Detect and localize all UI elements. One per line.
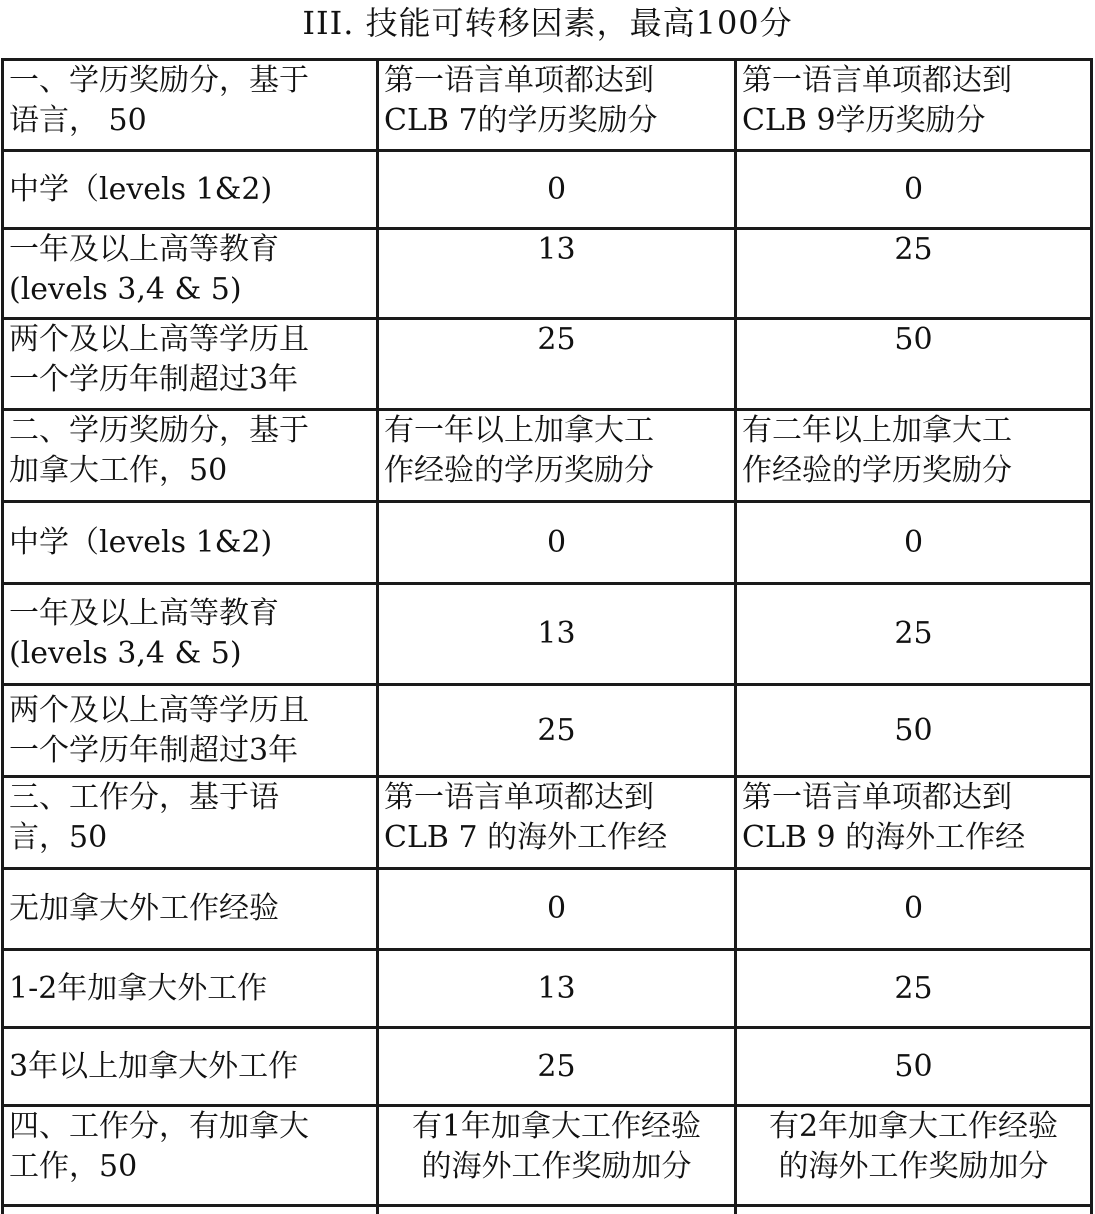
section-2-col3-header-line-1: 有二年以上加拿大工 (742, 413, 1012, 448)
table-row-cutoff (3, 1206, 1092, 1214)
row-label-line-2: 一个学历年制超过3年 (9, 362, 299, 397)
row-label: 3年以上加拿大外工作 (3, 1028, 378, 1106)
section-2-title-line-2: 加拿大工作，50 (9, 453, 228, 488)
row-label (3, 584, 378, 685)
row-label-line-2: (levels 3,4 & 5) (9, 636, 242, 671)
section-3-col2-header (378, 777, 736, 869)
section-3-col3-header-line-1: 第一语言单项都达到 (742, 780, 1012, 815)
row-value-col3: 25 (736, 584, 1092, 685)
table-row (3, 869, 1092, 950)
section-2-col3-header (736, 410, 1092, 502)
section-3-col2-header-line-2: CLB 7 的海外工作经 (384, 820, 668, 855)
section-2-title (3, 410, 378, 502)
section-2-col3-header-line-2: 作经验的学历奖励分 (742, 453, 1012, 488)
row-value-col2: 25 (378, 319, 736, 410)
section-4-col2-header-line-1: 有1年加拿大工作经验 (411, 1109, 702, 1144)
section-1-title-line-1: 一、学历奖励分，基于 (9, 63, 309, 98)
section-1-col2-header-line-1: 第一语言单项都达到 (384, 63, 654, 98)
row-value-col3: 25 (736, 229, 1092, 319)
section-header-row (3, 777, 1092, 869)
section-header-row (3, 1106, 1092, 1206)
row-label-line-1: 一年及以上高等教育 (9, 232, 279, 267)
section-3-col2-header-line-1: 第一语言单项都达到 (384, 780, 654, 815)
row-value-col3: 50 (736, 1028, 1092, 1106)
row-value-col2: 13 (378, 229, 736, 319)
section-4-title-line-1: 四、工作分，有加拿大 (9, 1109, 309, 1144)
section-header-row (3, 410, 1092, 502)
row-value-col3: 0 (736, 151, 1092, 229)
section-4-col2-header-line-2: 的海外工作奖励加分 (421, 1149, 692, 1184)
section-3-title-line-2: 言，50 (9, 820, 108, 855)
cutoff-cell (736, 1206, 1092, 1214)
section-1-col2-header (378, 60, 736, 151)
table-row (3, 151, 1092, 229)
section-1-col3-header-line-1: 第一语言单项都达到 (742, 63, 1012, 98)
row-value-col2: 13 (378, 950, 736, 1028)
section-1-col2-header-line-2: CLB 7的学历奖励分 (384, 103, 658, 138)
row-label-line-1: 两个及以上高等学历且 (9, 322, 309, 357)
section-3-col3-header (736, 777, 1092, 869)
row-value-col2: 25 (378, 685, 736, 777)
row-label-line-2: (levels 3,4 & 5) (9, 272, 242, 307)
row-label (3, 229, 378, 319)
section-1-col3-header-line-2: CLB 9学历奖励分 (742, 103, 986, 138)
table-row (3, 950, 1092, 1028)
section-2-col2-header-line-1: 有一年以上加拿大工 (384, 413, 654, 448)
table-row (3, 1028, 1092, 1106)
row-label: 中学（levels 1&2) (3, 151, 378, 229)
section-1-col3-header (736, 60, 1092, 151)
table-row (3, 319, 1092, 410)
section-4-title (3, 1106, 378, 1206)
section-4-col3-header-line-2: 的海外工作奖励加分 (778, 1149, 1049, 1184)
row-value-col3: 25 (736, 950, 1092, 1028)
section-2-title-line-1: 二、学历奖励分，基于 (9, 413, 309, 448)
row-value-col3: 0 (736, 502, 1092, 584)
section-1-title-line-2: 语言， 50 (9, 103, 147, 138)
section-header-row (3, 60, 1092, 151)
document-title: III. 技能可转移因素，最高100分 (302, 4, 793, 42)
section-3-col3-header-line-2: CLB 9 的海外工作经 (742, 820, 1026, 855)
cutoff-cell (3, 1206, 378, 1214)
row-label: 1-2年加拿大外工作 (3, 950, 378, 1028)
section-4-col3-header-line-1: 有2年加拿大工作经验 (768, 1109, 1059, 1144)
section-1-title (3, 60, 378, 151)
row-value-col3: 50 (736, 319, 1092, 410)
cutoff-cell (378, 1206, 736, 1214)
row-value-col2: 0 (378, 869, 736, 950)
row-label: 中学（levels 1&2) (3, 502, 378, 584)
section-2-col2-header-line-2: 作经验的学历奖励分 (384, 453, 654, 488)
table-row (3, 229, 1092, 319)
table-row (3, 685, 1092, 777)
row-value-col2: 13 (378, 584, 736, 685)
row-label: 无加拿大外工作经验 (3, 869, 378, 950)
row-value-col3: 0 (736, 869, 1092, 950)
section-2-col2-header (378, 410, 736, 502)
table-row (3, 584, 1092, 685)
row-label (3, 685, 378, 777)
row-label-line-2: 一个学历年制超过3年 (9, 732, 299, 768)
row-value-col2: 25 (378, 1028, 736, 1106)
section-4-col2-header (378, 1106, 736, 1206)
table-row (3, 502, 1092, 584)
section-3-title (3, 777, 378, 869)
section-3-title-line-1: 三、工作分，基于语 (9, 780, 279, 815)
row-value-col3: 50 (736, 685, 1092, 777)
section-4-title-line-2: 工作，50 (9, 1149, 138, 1184)
row-label (3, 319, 378, 410)
row-label-line-1: 两个及以上高等学历且 (9, 692, 309, 728)
transferability-score-table (1, 58, 1093, 1214)
row-value-col2: 0 (378, 151, 736, 229)
row-value-col2: 0 (378, 502, 736, 584)
row-label-line-1: 一年及以上高等教育 (9, 596, 279, 631)
section-4-col3-header (736, 1106, 1092, 1206)
